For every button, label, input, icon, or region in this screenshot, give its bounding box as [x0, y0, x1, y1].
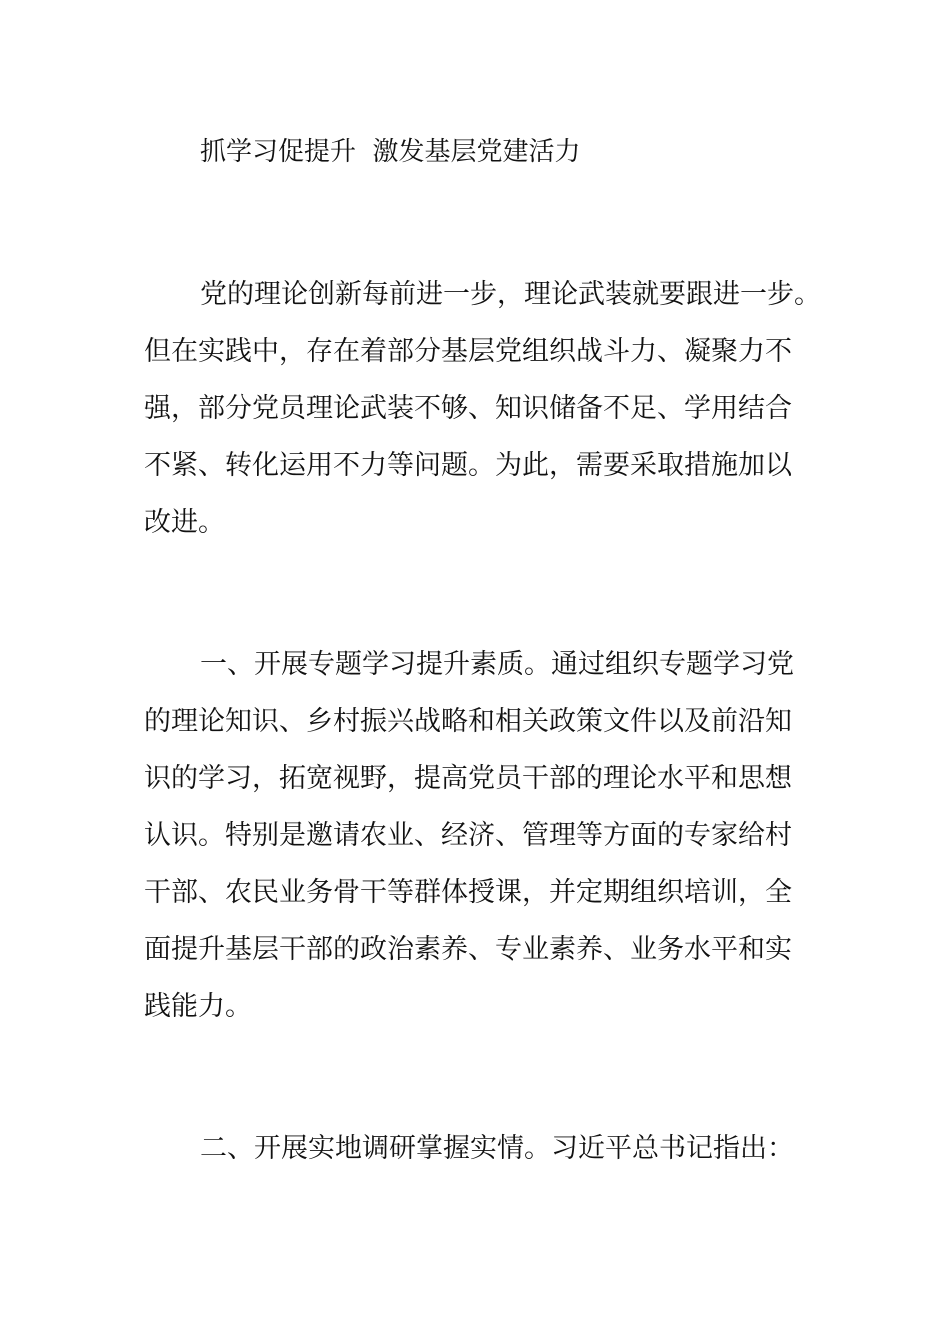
text-line: 面提升基层干部的政治素养、专业素养、业务水平和实 — [144, 934, 792, 965]
text-line: 二、开展实地调研掌握实情。习近平总书记指出： — [200, 1133, 794, 1164]
text-line: 不紧、转化运用不力等问题。为此，需要采取措施加以 — [144, 450, 792, 481]
text-line: 认识。特别是邀请农业、经济、管理等方面的专家给村 — [144, 820, 792, 851]
text-line: 改进。 — [144, 507, 225, 538]
paragraph-intro — [144, 266, 821, 551]
paragraph-section-two — [144, 1120, 814, 1177]
text-line: 强，部分党员理论武装不够、知识储备不足、学用结合 — [144, 393, 792, 424]
text-line: 的理论知识、乡村振兴战略和相关政策文件以及前沿知 — [144, 706, 792, 737]
text-line: 践能力。 — [144, 991, 252, 1022]
paragraph-section-one — [144, 636, 814, 1035]
text-line: 识的学习，拓宽视野，提高党员干部的理论水平和思想 — [144, 763, 792, 794]
text-line: 但在实践中，存在着部分基层党组织战斗力、凝聚力不 — [144, 336, 792, 367]
text-line: 一、开展专题学习提升素质。通过组织专题学习党 — [200, 649, 794, 680]
document-title: 抓学习促提升 激发基层党建活力 — [200, 137, 581, 167]
text-line: 党的理论创新每前进一步，理论武装就要跟进一步。 — [200, 279, 821, 310]
text-line: 干部、农民业务骨干等群体授课，并定期组织培训，全 — [144, 877, 792, 908]
